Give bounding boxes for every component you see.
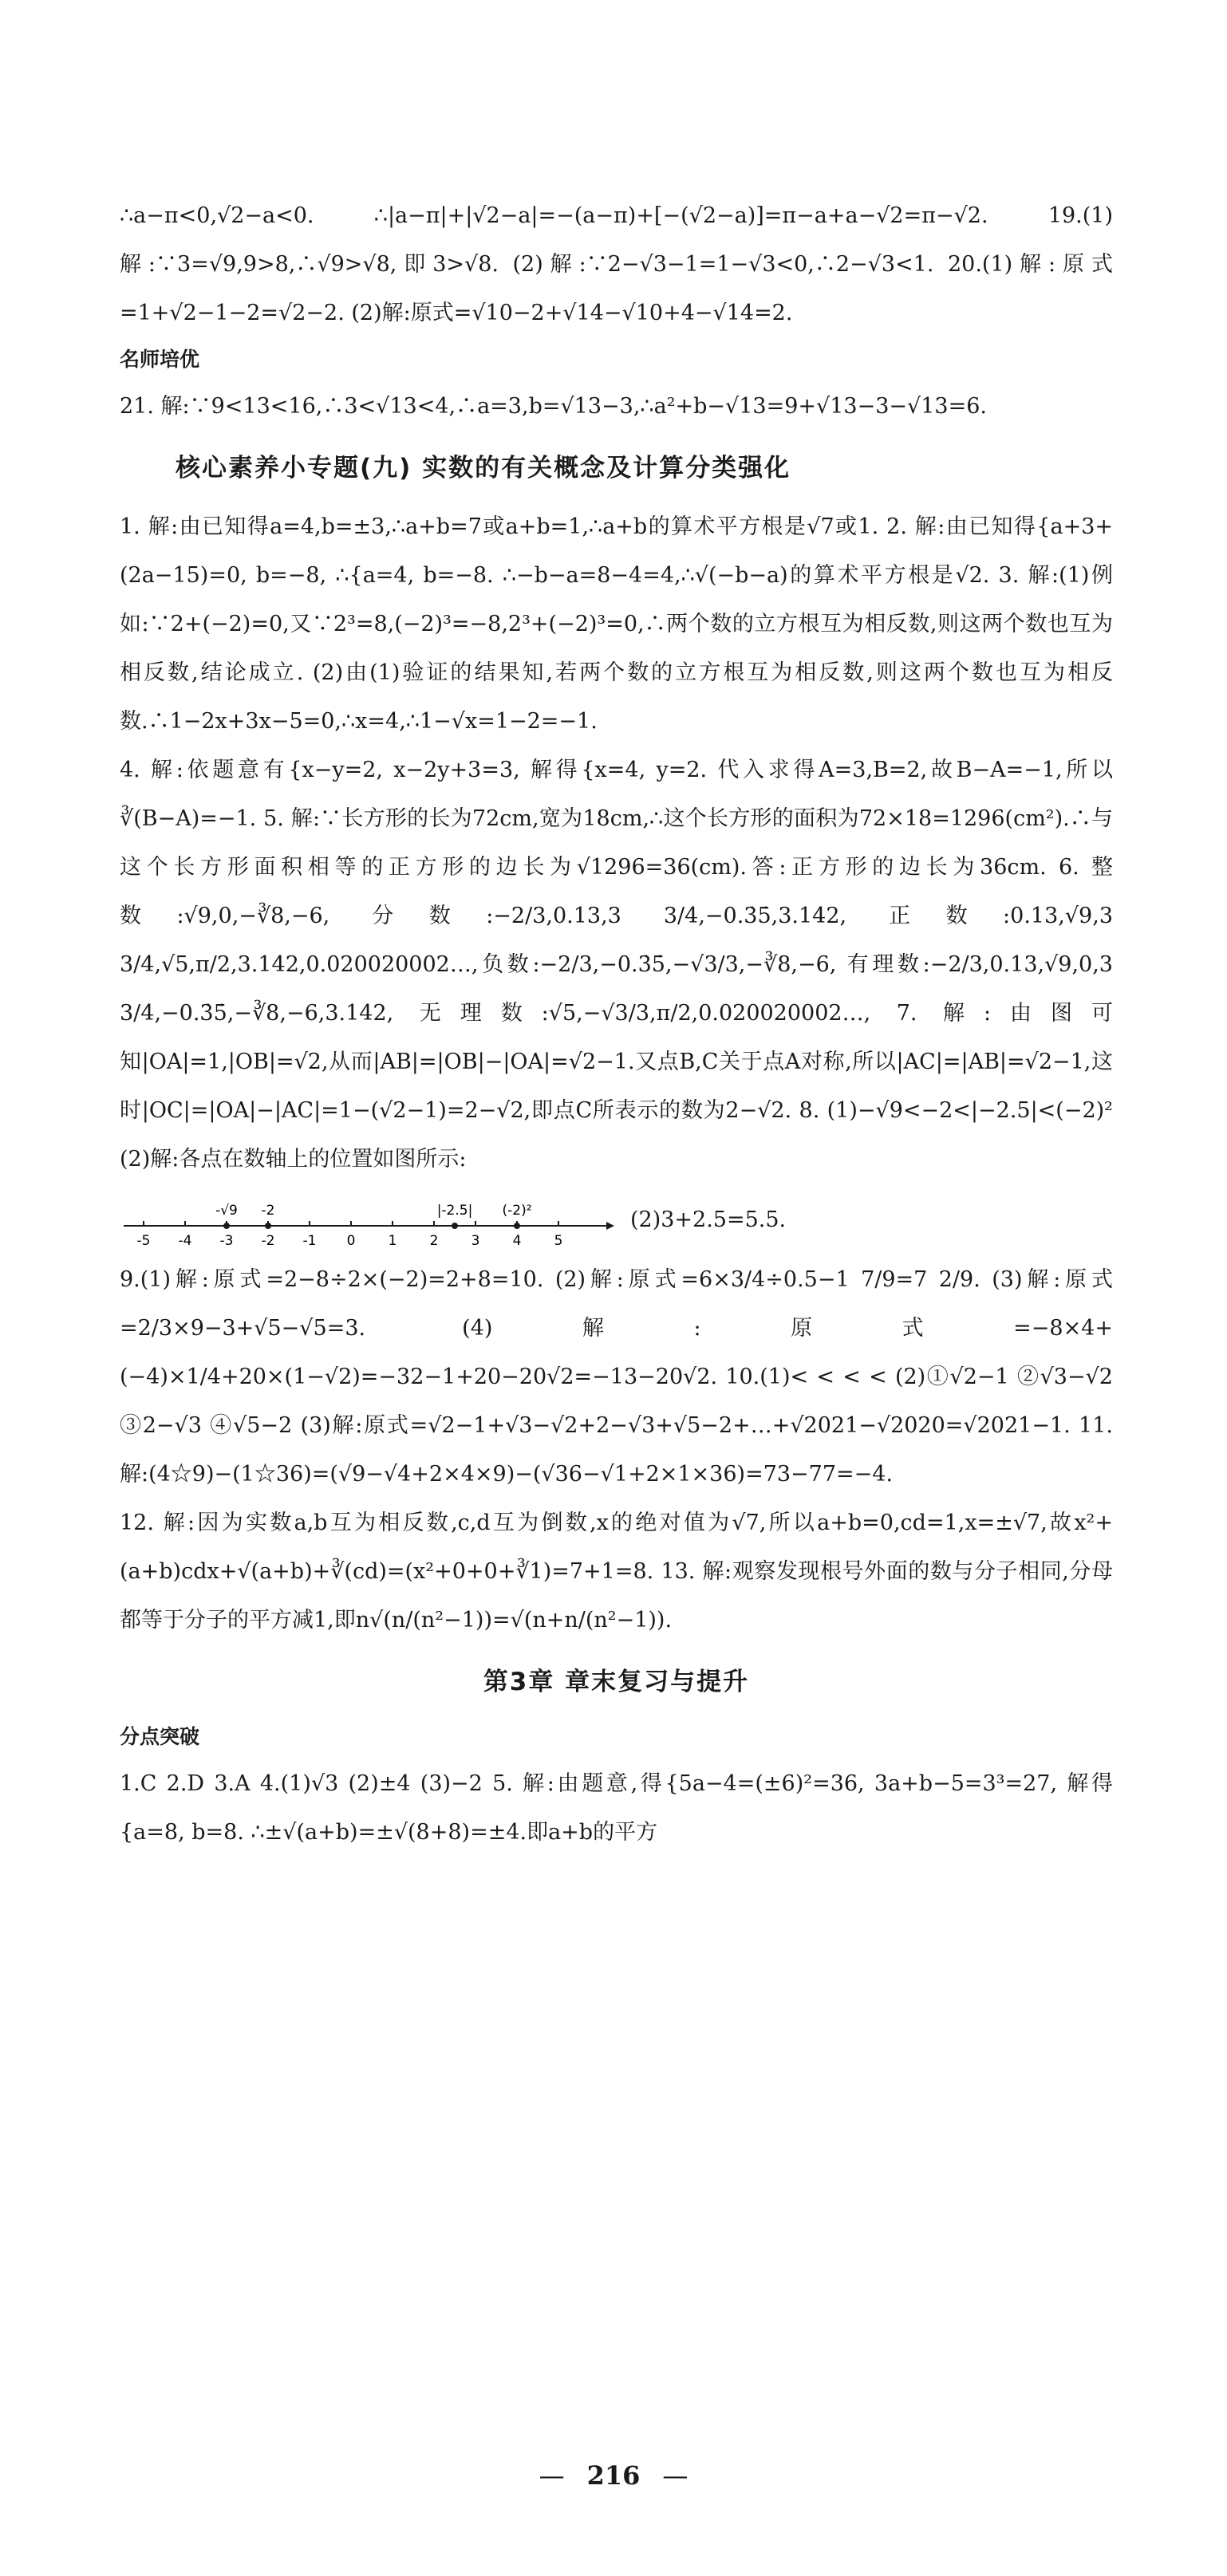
tick-label: 0 (346, 1233, 356, 1249)
number-line-svg (120, 1188, 614, 1251)
page-footer (0, 2460, 1227, 2491)
tick-label: 5 (554, 1233, 563, 1249)
tick-label: -3 (219, 1233, 234, 1249)
tick-label: 2 (429, 1233, 439, 1249)
tick-label: -5 (136, 1233, 151, 1249)
tick-label: -4 (178, 1233, 192, 1249)
marked-point (265, 1223, 271, 1229)
tick-label: -1 (302, 1233, 317, 1249)
tick-label: -2 (261, 1233, 275, 1249)
chapter-title: 第3章 章末复习与提升 (483, 1668, 750, 1696)
point-label: -√9 (215, 1203, 238, 1219)
axis-arrow-icon (606, 1222, 614, 1230)
page-number: 216 (586, 2460, 641, 2491)
answer-paragraph-1-3: 1. 解:由已知得a=4,b=±3,∴a+b=7或a+b=1,∴a+b的算术平方根是√7或1. 2. 解:由已知得{a+3+(2a−15)=0, b=−8, ∴{a=4, b=−8. ∴−b−a=8−4=4,∴√(−b−a)的算术平方根是√2. 3. 解:(1)例如:∵2+(−2)=0,又∵2³=8,(−2)³=−8,2³+(−2)³=0,∴两个数的立方根互为相反数,则这两个数也互为相反数,结论成立. (2)由(1)验证的结果知,若两个数的立方根互为相反数,则这两个数也互为相反数.∴1−2x+3x−5=0,∴x=4,∴1−√x=1−2=−1. (120, 514, 1113, 734)
point-label: (-2)² (502, 1203, 532, 1219)
tick-label: 3 (471, 1233, 480, 1249)
number-line-figure (120, 1184, 1113, 1255)
point-label: |-2.5| (436, 1203, 473, 1219)
answer-paragraph-12-13: 12. 解:因为实数a,b互为相反数,c,d互为倒数,x的绝对值为√7,所以a+b=0,cd=1,x=±√7,故x²+(a+b)cdx+√(a+b)+∛(cd)=(x²+0+0+∛1)=7+1=8. 13. 解:观察发现根号外面的数与分子相同,分母都等于分子的平方减1,即n√(n/(n²−1))=√(n+n/(n²−1)). (120, 1511, 1113, 1633)
section-heading-fendian: 分点突破 (120, 1725, 200, 1748)
marked-point (452, 1223, 458, 1229)
answer-paragraph-9-11: 9.(1)解:原式=2−8÷2×(−2)=2+8=10. (2)解:原式=6×3/4÷0.5−1 7/9=7 2/9. (3)解:原式=2/3×9−3+√5−√5=3. (4)解:原式=−8×4+(−4)×1/4+20×(1−√2)=−32−1+20−20√2=−13−20√2. 10.(1)< < < < (2)①√2−1 ②√3−√2 ③2−√3 ④√5−2 (3)解:原式=√2−1+√3−√2+2−√3+√5−2+…+√2021−√2020=√2021−1. 11. 解:(4☆9)−(1☆36)=(√9−√4+2×4×9)−(√36−√1+2×1×36)=73−77=−4. (120, 1267, 1113, 1487)
tick-label: 1 (388, 1233, 397, 1249)
marked-point (223, 1223, 230, 1229)
tick-label: 4 (512, 1233, 522, 1249)
answer-paragraph-chapter-review: 1.C 2.D 3.A 4.(1)√3 (2)±4 (3)−2 5. 解:由题意,得{5a−4=(±6)²=36, 3a+b−5=3³=27, 解得{a=8, b=8. ∴±√(a+b)=±√(8+8)=±4.即a+b的平方 (120, 1771, 1113, 1845)
answer-paragraph-4-8: 4. 解:依题意有{x−y=2, x−2y+3=3, 解得{x=4, y=2. 代入求得A=3,B=2,故B−A=−1,所以∛(B−A)=−1. 5. 解:∵长方形的长为72cm,宽为18cm,∴这个长方形的面积为72×18=1296(cm²).∴与这个长方形面积相等的正方形的边长为√1296=36(cm).答:正方形的边长为36cm. 6. 整数:√9,0,−∛8,−6, 分数:−2/3,0.13,3 3/4,−0.3̇5̇,3.142, 正数:0.13,√9,3 3/4,√5,π/2,3.142,0.020020002…,负数:−2/3,−0.3̇5̇,−√3/3,−∛8,−6, 有理数:−2/3,0.13,√9,0,3 3/4,−0.3̇5̇,−∛8,−6,3.142, 无理数:√5,−√3/3,π/2,0.020020002…, 7. 解:由图可知|OA|=1,|OB|=√2,从而|AB|=|OB|−|OA|=√2−1.又点B,C关于点A对称,所以|AC|=|AB|=√2−1,这时|OC|=|OA|−|AC|=1−(√2−1)=2−√2,即点C所表示的数为2−√2. 8. (1)−√9<−2<|−2.5|<(−2)² (2)解:各点在数轴上的位置如图所示: (120, 758, 1113, 1172)
answer-page (120, 191, 1113, 1857)
number-line-result: (2)3+2.5=5.5. (630, 1207, 787, 1232)
point-label: -2 (261, 1203, 275, 1219)
footer-dash-left: — (539, 2460, 565, 2491)
topic-title: 核心素养小专题(九) 实数的有关概念及计算分类强化 (176, 454, 791, 483)
answer-paragraph-18-20: ∴a−π<0,√2−a<0. ∴|a−π|+|√2−a|=−(a−π)+[−(√2−a)]=π−a+a−√2=π−√2. 19.(1)解:∵3=√9,9>8,∴√9>√8,即3>√8. (2)解:∵2−√3−1=1−√3<0,∴2−√3<1. 20.(1)解:原式=1+√2−1−2=√2−2. (2)解:原式=√10−2+√14−√10+4−√14=2. (120, 203, 1113, 325)
section-heading-mingshi: 名师培优 (120, 348, 200, 371)
footer-dash-right: — (662, 2460, 688, 2491)
answer-paragraph-21: 21. 解:∵9<13<16,∴3<√13<4,∴a=3,b=√13−3,∴a²+b−√13=9+√13−3−√13=6. (120, 394, 987, 419)
marked-point (514, 1223, 520, 1229)
